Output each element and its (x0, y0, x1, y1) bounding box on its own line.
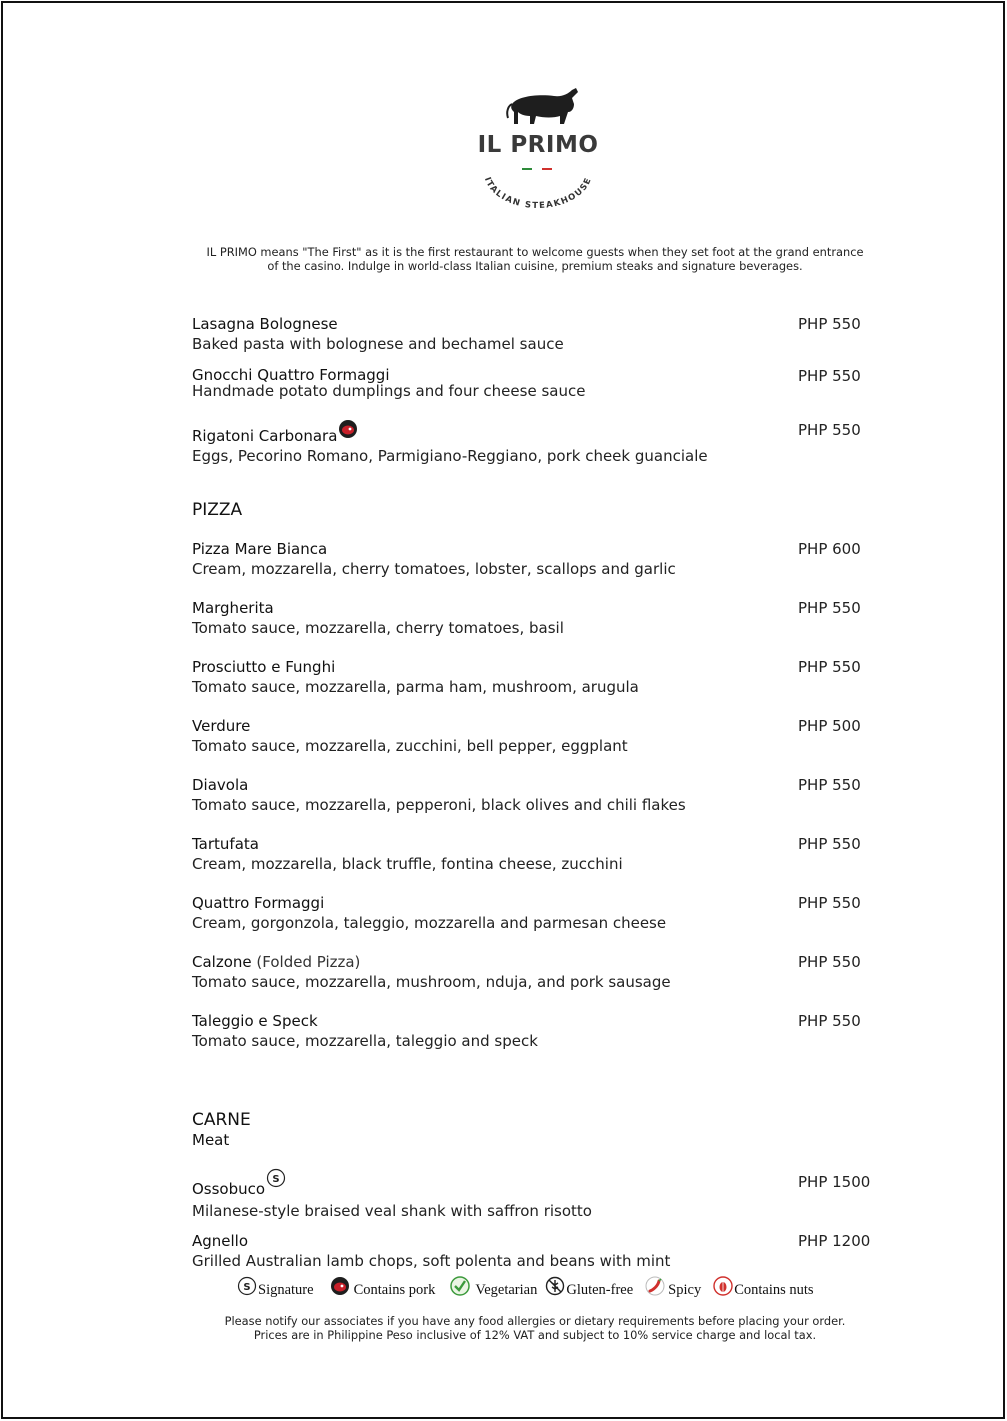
item-name: Calzone (192, 953, 252, 971)
svg-text:ITALIAN STEAKHOUSE (482, 176, 594, 211)
item-description: Tomato sauce, mozzarella, mushroom, nduja, and pork sausage (192, 973, 671, 991)
svg-text:S: S (272, 1174, 280, 1185)
intro-line-2: of the casino. Indulge in world-class Italian cuisine, premium steaks and signature beverages. (267, 259, 803, 273)
contains-pork-icon (338, 419, 358, 439)
flag-red-dash (542, 168, 552, 170)
item-price: PHP 600 (798, 540, 861, 558)
item-price: PHP 550 (798, 599, 861, 617)
item-name: Tartufata (192, 835, 259, 853)
item-name: Gnocchi Quattro Formaggi (192, 366, 390, 384)
menu-item (192, 599, 892, 638)
menu-item (192, 835, 892, 874)
legend-label: Gluten-free (566, 1282, 634, 1298)
item-name: Pizza Mare Bianca (192, 540, 328, 558)
menu-item (192, 953, 892, 992)
menu-item (192, 658, 892, 697)
item-name: Prosciutto e Funghi (192, 658, 336, 676)
item-description: Eggs, Pecorino Romano, Parmigiano-Reggiano, pork cheek guanciale (192, 447, 708, 465)
legend-vegetarian (449, 1276, 537, 1299)
item-price: PHP 500 (798, 717, 861, 735)
section-title-carne: CARNE (192, 1110, 251, 1130)
menu-item (192, 1012, 892, 1051)
item-name: Margherita (192, 599, 274, 617)
logo-name: IL PRIMO (477, 132, 599, 158)
legend-label: Vegetarian (475, 1282, 538, 1298)
item-price: PHP 550 (798, 315, 861, 333)
section-subtitle-carne: Meat (192, 1131, 230, 1149)
item-name: Diavola (192, 776, 249, 794)
item-price: PHP 550 (798, 894, 861, 912)
item-description: Tomato sauce, mozzarella, cherry tomatoes, basil (192, 619, 564, 637)
item-description: Baked pasta with bolognese and bechamel sauce (192, 335, 564, 353)
item-description: Grilled Australian lamb chops, soft polenta and beans with mint (192, 1252, 671, 1270)
legend-spicy (645, 1276, 701, 1299)
vegetarian-icon (449, 1276, 471, 1296)
menu-item (192, 419, 892, 466)
item-description: Milanese-style braised veal shank with saffron risotto (192, 1202, 592, 1220)
dietary-legend (237, 1276, 857, 1299)
item-description: Tomato sauce, mozzarella, zucchini, bell pepper, eggplant (192, 737, 628, 755)
item-description: Cream, mozzarella, black truffle, fontina cheese, zucchini (192, 855, 623, 873)
item-price: PHP 550 (798, 953, 861, 971)
signature-icon (237, 1276, 257, 1296)
item-price: PHP 550 (798, 658, 861, 676)
item-price: PHP 1500 (798, 1173, 871, 1191)
legend-signature (237, 1276, 314, 1299)
legend-gluten-free (545, 1276, 633, 1299)
legend-label: Contains nuts (734, 1282, 814, 1298)
item-name: Quattro Formaggi (192, 894, 325, 912)
item-name: Agnello (192, 1232, 249, 1250)
restaurant-logo (468, 82, 608, 212)
contains-nuts-icon (713, 1276, 733, 1296)
item-price: PHP 550 (798, 1012, 861, 1030)
svg-text:S: S (243, 1282, 251, 1293)
item-price: PHP 550 (798, 421, 861, 439)
legend-label: Spicy (668, 1282, 702, 1298)
item-description: Handmade potato dumplings and four cheese sauce (192, 382, 586, 400)
flag-green-dash (522, 168, 532, 170)
intro-line-1: IL PRIMO means "The First" as it is the first restaurant to welcome guests when they set foot at the grand entrance (206, 245, 864, 259)
item-description: Tomato sauce, mozzarella, pepperoni, black olives and chili flakes (192, 796, 686, 814)
footer-line-1: Please notify our associates if you have any food allergies or dietary requirements before placing your order. (224, 1314, 846, 1328)
menu-item (192, 894, 892, 933)
legend-pork (330, 1276, 436, 1299)
legend-label: Signature (258, 1282, 314, 1298)
menu-item (192, 367, 892, 399)
footer-notice (160, 1314, 910, 1342)
spicy-icon (645, 1276, 665, 1296)
menu-item (192, 717, 892, 756)
menu-item (192, 1232, 892, 1271)
signature-icon (266, 1168, 286, 1188)
item-description: Cream, gorgonzola, taleggio, mozzarella and parmesan cheese (192, 914, 667, 932)
item-name: Rigatoni Carbonara (192, 427, 338, 445)
contains-pork-icon (330, 1276, 350, 1296)
menu-item (192, 540, 892, 579)
menu-item (192, 315, 892, 354)
item-name: Lasagna Bolognese (192, 315, 338, 333)
item-note: (Folded Pizza) (256, 953, 361, 971)
menu-item (192, 776, 892, 815)
menu-item (192, 1168, 892, 1221)
section-title-pizza: PIZZA (192, 500, 243, 520)
item-description: Cream, mozzarella, cherry tomatoes, lobster, scallops and garlic (192, 560, 676, 578)
gluten-free-icon (545, 1276, 565, 1296)
item-name: Verdure (192, 717, 251, 735)
item-description: Tomato sauce, mozzarella, taleggio and speck (192, 1032, 538, 1050)
legend-label: Contains pork (353, 1282, 436, 1298)
legend-nuts (713, 1276, 813, 1299)
item-price: PHP 550 (798, 835, 861, 853)
item-name: Ossobuco (192, 1180, 266, 1198)
logo-tagline: ITALIAN STEAKHOUSE (481, 175, 595, 212)
item-name: Taleggio e Speck (192, 1012, 318, 1030)
item-description: Tomato sauce, mozzarella, parma ham, mushroom, arugula (192, 678, 639, 696)
item-price: PHP 1200 (798, 1232, 871, 1250)
item-price: PHP 550 (798, 367, 861, 385)
intro-text (160, 245, 910, 273)
item-price: PHP 550 (798, 776, 861, 794)
footer-line-2: Prices are in Philippine Peso inclusive of 12% VAT and subject to 10% service charge and local tax. (253, 1328, 817, 1342)
